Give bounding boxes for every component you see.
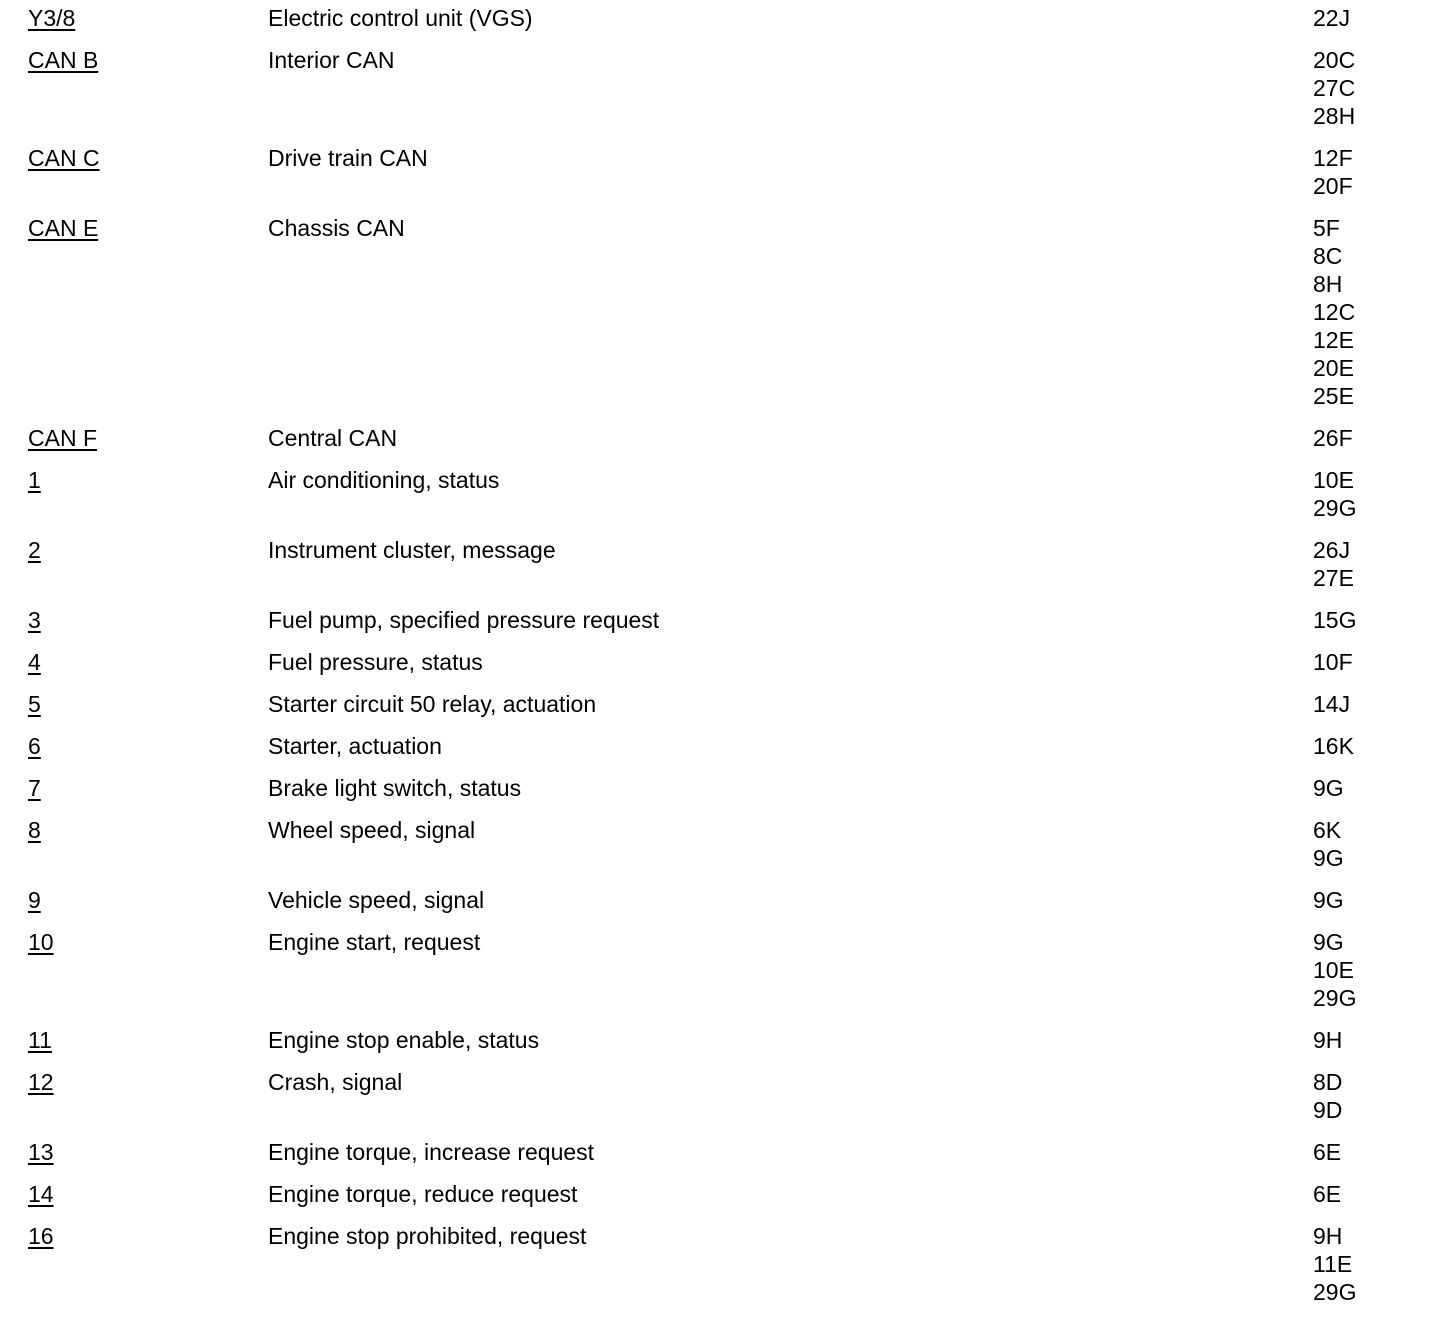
description-text: Starter circuit 50 relay, actuation xyxy=(268,691,597,717)
grid-reference: 6K xyxy=(1313,817,1342,843)
code-link[interactable]: 11 xyxy=(28,1027,52,1053)
grid-reference: 27E xyxy=(1313,565,1354,591)
code-link[interactable]: 6 xyxy=(28,733,41,759)
legend-row xyxy=(0,774,1456,802)
grid-reference: 6E xyxy=(1313,1139,1342,1165)
grid-reference-list xyxy=(1313,536,1456,592)
code-link[interactable]: 16 xyxy=(28,1223,54,1249)
code-cell xyxy=(0,1138,268,1166)
code-link[interactable]: 8 xyxy=(28,817,41,843)
grid-reference-list xyxy=(1313,928,1456,1012)
grid-reference-list xyxy=(1313,214,1456,410)
code-link[interactable]: CAN B xyxy=(28,47,99,73)
legend-row xyxy=(0,1222,1456,1306)
grid-reference: 9D xyxy=(1313,1097,1343,1123)
description-text: Interior CAN xyxy=(268,47,395,73)
legend-row xyxy=(0,606,1456,634)
description-text: Brake light switch, status xyxy=(268,775,522,801)
description-text: Vehicle speed, signal xyxy=(268,887,485,913)
grid-reference: 9G xyxy=(1313,929,1344,955)
code-link[interactable]: 13 xyxy=(28,1139,54,1165)
legend-row xyxy=(0,424,1456,452)
code-link[interactable]: CAN E xyxy=(28,215,99,241)
grid-reference: 12C xyxy=(1313,299,1356,325)
description-text: Electric control unit (VGS) xyxy=(268,5,533,31)
grid-reference: 28H xyxy=(1313,103,1356,129)
code-cell xyxy=(0,928,268,956)
code-link[interactable]: 5 xyxy=(28,691,41,717)
grid-reference-list xyxy=(1313,144,1456,200)
code-cell xyxy=(0,690,268,718)
code-link[interactable]: 9 xyxy=(28,887,41,913)
grid-reference: 9G xyxy=(1313,887,1344,913)
code-cell xyxy=(0,1068,268,1096)
legend-row xyxy=(0,144,1456,200)
grid-reference-list xyxy=(1313,1068,1456,1124)
description-text: Engine start, request xyxy=(268,929,481,955)
grid-reference: 22J xyxy=(1313,5,1351,31)
code-link[interactable]: 10 xyxy=(28,929,54,955)
code-cell xyxy=(0,1180,268,1208)
legend-table xyxy=(0,4,1456,1320)
grid-reference: 29G xyxy=(1313,495,1357,521)
grid-reference-list xyxy=(1313,1138,1456,1166)
code-cell xyxy=(0,466,268,494)
grid-reference: 6E xyxy=(1313,1181,1342,1207)
grid-reference: 8C xyxy=(1313,243,1343,269)
code-link[interactable]: 4 xyxy=(28,649,41,675)
grid-reference: 25E xyxy=(1313,383,1354,409)
code-cell xyxy=(0,46,268,74)
description-text: Engine torque, increase request xyxy=(268,1139,595,1165)
code-link[interactable]: 1 xyxy=(28,467,41,493)
grid-reference: 16K xyxy=(1313,733,1354,759)
code-link[interactable]: 12 xyxy=(28,1069,54,1095)
code-cell xyxy=(0,774,268,802)
description-text: Fuel pump, specified pressure request xyxy=(268,607,660,633)
code-cell xyxy=(0,606,268,634)
description-text: Starter, actuation xyxy=(268,733,442,759)
legend-row xyxy=(0,466,1456,522)
grid-reference: 29G xyxy=(1313,985,1357,1011)
grid-reference-list xyxy=(1313,4,1456,32)
grid-reference: 10E xyxy=(1313,957,1354,983)
legend-row xyxy=(0,214,1456,410)
code-cell xyxy=(0,648,268,676)
grid-reference: 15G xyxy=(1313,607,1357,633)
legend-row xyxy=(0,1180,1456,1208)
code-cell xyxy=(0,1026,268,1054)
legend-row xyxy=(0,46,1456,130)
code-link[interactable]: 7 xyxy=(28,775,41,801)
grid-reference: 9G xyxy=(1313,845,1344,871)
code-cell xyxy=(0,214,268,242)
grid-reference: 29G xyxy=(1313,1279,1357,1305)
grid-reference: 26J xyxy=(1313,537,1351,563)
grid-reference: 20C xyxy=(1313,47,1356,73)
description-text: Wheel speed, signal xyxy=(268,817,476,843)
description-text: Fuel pressure, status xyxy=(268,649,483,675)
grid-reference-list xyxy=(1313,1180,1456,1208)
code-link[interactable]: 14 xyxy=(28,1181,54,1207)
legend-row xyxy=(0,1026,1456,1054)
description-text: Engine stop enable, status xyxy=(268,1027,540,1053)
legend-row xyxy=(0,732,1456,760)
code-cell xyxy=(0,816,268,844)
grid-reference-list xyxy=(1313,424,1456,452)
legend-row xyxy=(0,536,1456,592)
grid-reference-list xyxy=(1313,466,1456,522)
code-cell xyxy=(0,424,268,452)
grid-reference-list xyxy=(1313,774,1456,802)
code-cell xyxy=(0,732,268,760)
legend-row xyxy=(0,1138,1456,1166)
grid-reference: 27C xyxy=(1313,75,1356,101)
grid-reference: 11E xyxy=(1313,1251,1353,1277)
code-cell xyxy=(0,1222,268,1250)
grid-reference: 26F xyxy=(1313,425,1353,451)
grid-reference: 14J xyxy=(1313,691,1351,717)
code-link[interactable]: CAN C xyxy=(28,145,100,171)
legend-row xyxy=(0,886,1456,914)
grid-reference-list xyxy=(1313,46,1456,130)
description-text: Chassis CAN xyxy=(268,215,405,241)
grid-reference: 10F xyxy=(1313,649,1353,675)
grid-reference: 12F xyxy=(1313,145,1353,171)
description-text: Engine stop prohibited, request xyxy=(268,1223,587,1249)
grid-reference-list xyxy=(1313,1222,1456,1306)
grid-reference: 8D xyxy=(1313,1069,1343,1095)
description-text: Air conditioning, status xyxy=(268,467,500,493)
description-text: Engine torque, reduce request xyxy=(268,1181,578,1207)
grid-reference-list xyxy=(1313,886,1456,914)
description-text: Instrument cluster, message xyxy=(268,537,556,563)
grid-reference: 5F xyxy=(1313,215,1340,241)
grid-reference-list xyxy=(1313,816,1456,872)
legend-row xyxy=(0,1068,1456,1124)
code-link[interactable]: 2 xyxy=(28,537,41,563)
grid-reference-list xyxy=(1313,606,1456,634)
grid-reference: 9H xyxy=(1313,1223,1343,1249)
description-text: Drive train CAN xyxy=(268,145,428,171)
code-cell xyxy=(0,536,268,564)
grid-reference: 9H xyxy=(1313,1027,1343,1053)
legend-row xyxy=(0,690,1456,718)
grid-reference: 20F xyxy=(1313,173,1353,199)
legend-row xyxy=(0,648,1456,676)
code-cell xyxy=(0,4,268,32)
grid-reference: 8H xyxy=(1313,271,1343,297)
description-text: Central CAN xyxy=(268,425,398,451)
grid-reference: 12E xyxy=(1313,327,1354,353)
legend-row xyxy=(0,4,1456,32)
grid-reference-list xyxy=(1313,690,1456,718)
code-cell xyxy=(0,886,268,914)
grid-reference-list xyxy=(1313,648,1456,676)
grid-reference: 9G xyxy=(1313,775,1344,801)
legend-row xyxy=(0,928,1456,1012)
grid-reference: 10E xyxy=(1313,467,1354,493)
legend-row xyxy=(0,816,1456,872)
grid-reference-list xyxy=(1313,732,1456,760)
grid-reference-list xyxy=(1313,1026,1456,1054)
code-link[interactable]: CAN F xyxy=(28,425,97,451)
code-link[interactable]: Y3/8 xyxy=(28,5,76,31)
code-link[interactable]: 3 xyxy=(28,607,41,633)
grid-reference: 20E xyxy=(1313,355,1354,381)
code-cell xyxy=(0,144,268,172)
description-text: Crash, signal xyxy=(268,1069,403,1095)
